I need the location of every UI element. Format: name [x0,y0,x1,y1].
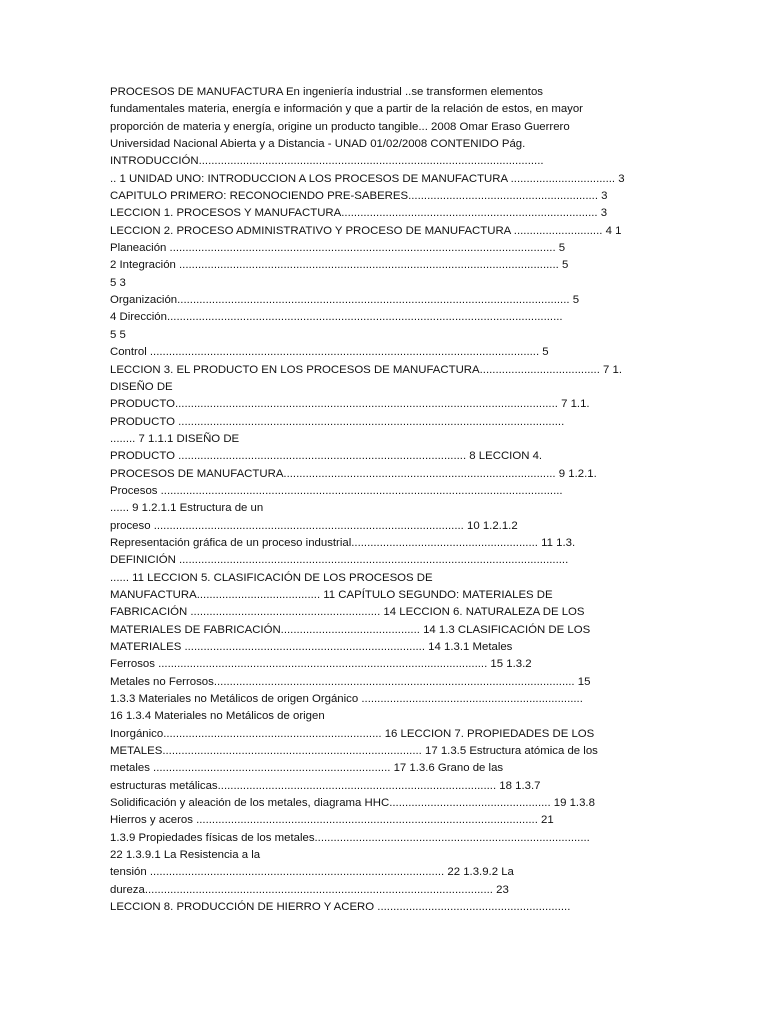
text-line: PROCESOS DE MANUFACTURA En ingeniería industrial ..se transformen elementos [110,86,544,98]
toc-line: Solidificación y aleación de los metales, diagrama HHC................................................... 19 1.3.8 [110,797,595,810]
toc-line: Control ........................................................................................................................... 5 [110,346,549,359]
toc-line: MATERIALES ............................................................................ 14 1.3.1 Metales [110,641,513,653]
toc-line: Organización............................................................................................................................ 5 [110,294,580,307]
toc-line: LECCION 3. EL PRODUCTO EN LOS PROCESOS DE MANUFACTURA...................................... 7 1. [110,363,623,376]
toc-line: 5 5 [110,328,126,341]
toc-line: Ferrosos ........................................................................................................ 15 1.3.2 [110,658,532,671]
toc-line: LECCION 2. PROCESO ADMINISTRATIVO Y PROCESO DE MANUFACTURA ............................ 4 1 [110,224,622,237]
toc-line: Planeación .......................................................................................................................... 5 [110,242,566,255]
toc-line: Inorgánico..................................................................... 16 LECCION 7. PROPIEDADES DE LOS [110,727,595,740]
toc-line: 1.3.9 Propiedades físicas de los metales....................................................................................... [110,831,590,844]
toc-line: MATERIALES DE FABRICACIÓN............................................ 14 1.3 CLASIFICACIÓN DE LOS [110,623,591,636]
toc-line: MANUFACTURA....................................... 11 CAPÍTULO SEGUNDO: MATERIALES DE [110,588,553,601]
toc-line: metales ........................................................................... 17 1.3.6 Grano de las [110,762,504,775]
toc-line: INTRODUCCIÓN............................................................................................................. [110,155,544,168]
toc-line: 5 3 [110,276,126,289]
toc-line: 16 1.3.4 Materiales no Metálicos de origen [110,710,325,723]
toc-line: ...... 11 LECCION 5. CLASIFICACIÓN DE LOS PROCESOS DE [110,571,433,584]
toc-line: 1.3.3 Materiales no Metálicos de origen Orgánico ...................................................................... [110,693,583,706]
toc-line: PRODUCTO ........................................................................................... 8 LECCION 4. [110,450,543,463]
toc-line: proceso .................................................................................................. 10 1.2.1.2 [110,519,518,532]
toc-line: Metales no Ferrosos.................................................................................................................. 15 [110,675,591,688]
toc-line: 4 Dirección............................................................................................................................. [110,311,563,324]
text-line: proporción de materia y energía, origine un producto tangible... 2008 Omar Eraso Guerrero [110,120,570,133]
toc-line: Procesos ............................................................................................................................... [110,484,563,497]
toc-line: 22 1.3.9.1 La Resistencia a la [110,849,261,862]
text-line: Universidad Nacional Abierta y a Distancia - UNAD 01/02/2008 CONTENIDO Pág. [110,138,526,151]
toc-line: 2 Integración ........................................................................................................................ 5 [110,259,569,272]
toc-line: ........ 7 1.1.1 DISEÑO DE [110,432,240,445]
toc-line: PRODUCTO......................................................................................................................... 7 1.1. [110,398,590,411]
toc-line: tensión ............................................................................................. 22 1.3.9.2 La [110,866,514,879]
text-line: fundamentales materia, energía e información y que a partir de la relación de estos, en mayor [110,103,583,116]
document-page [110,84,662,917]
toc-line: estructuras metálicas........................................................................................ 18 1.3.7 [110,779,541,792]
toc-line: PRODUCTO .......................................................................................................................... [110,415,565,428]
toc-line: Hierros y aceros ............................................................................................................ 21 [110,814,554,827]
toc-line: FABRICACIÓN ............................................................ 14 LECCION 6. NATURALEZA DE LOS [110,606,585,619]
toc-line: CAPITULO PRIMERO: RECONOCIENDO PRE-SABERES............................................................ 3 [110,190,608,203]
toc-line: DEFINICIÓN ........................................................................................................................... [110,554,569,567]
toc-line: METALES.................................................................................. 17 1.3.5 Estructura atómica de los [110,745,598,758]
toc-line: LECCION 1. PROCESOS Y MANUFACTURA................................................................................. 3 [110,207,608,220]
toc-line: DISEÑO DE [110,380,173,393]
toc-line: .. 1 UNIDAD UNO: INTRODUCCION A LOS PROCESOS DE MANUFACTURA ................................. 3 [110,172,625,185]
toc-line: dureza.............................................................................................................. 23 [110,883,509,896]
toc-line: PROCESOS DE MANUFACTURA...................................................................................... 9 1.2.1. [110,467,597,480]
toc-line: ...... 9 1.2.1.1 Estructura de un [110,502,264,515]
toc-line: LECCION 8. PRODUCCIÓN DE HIERRO Y ACERO ............................................................. [110,901,571,914]
toc-line: Representación gráfica de un proceso industrial........................................................... 11 1.3. [110,536,576,549]
